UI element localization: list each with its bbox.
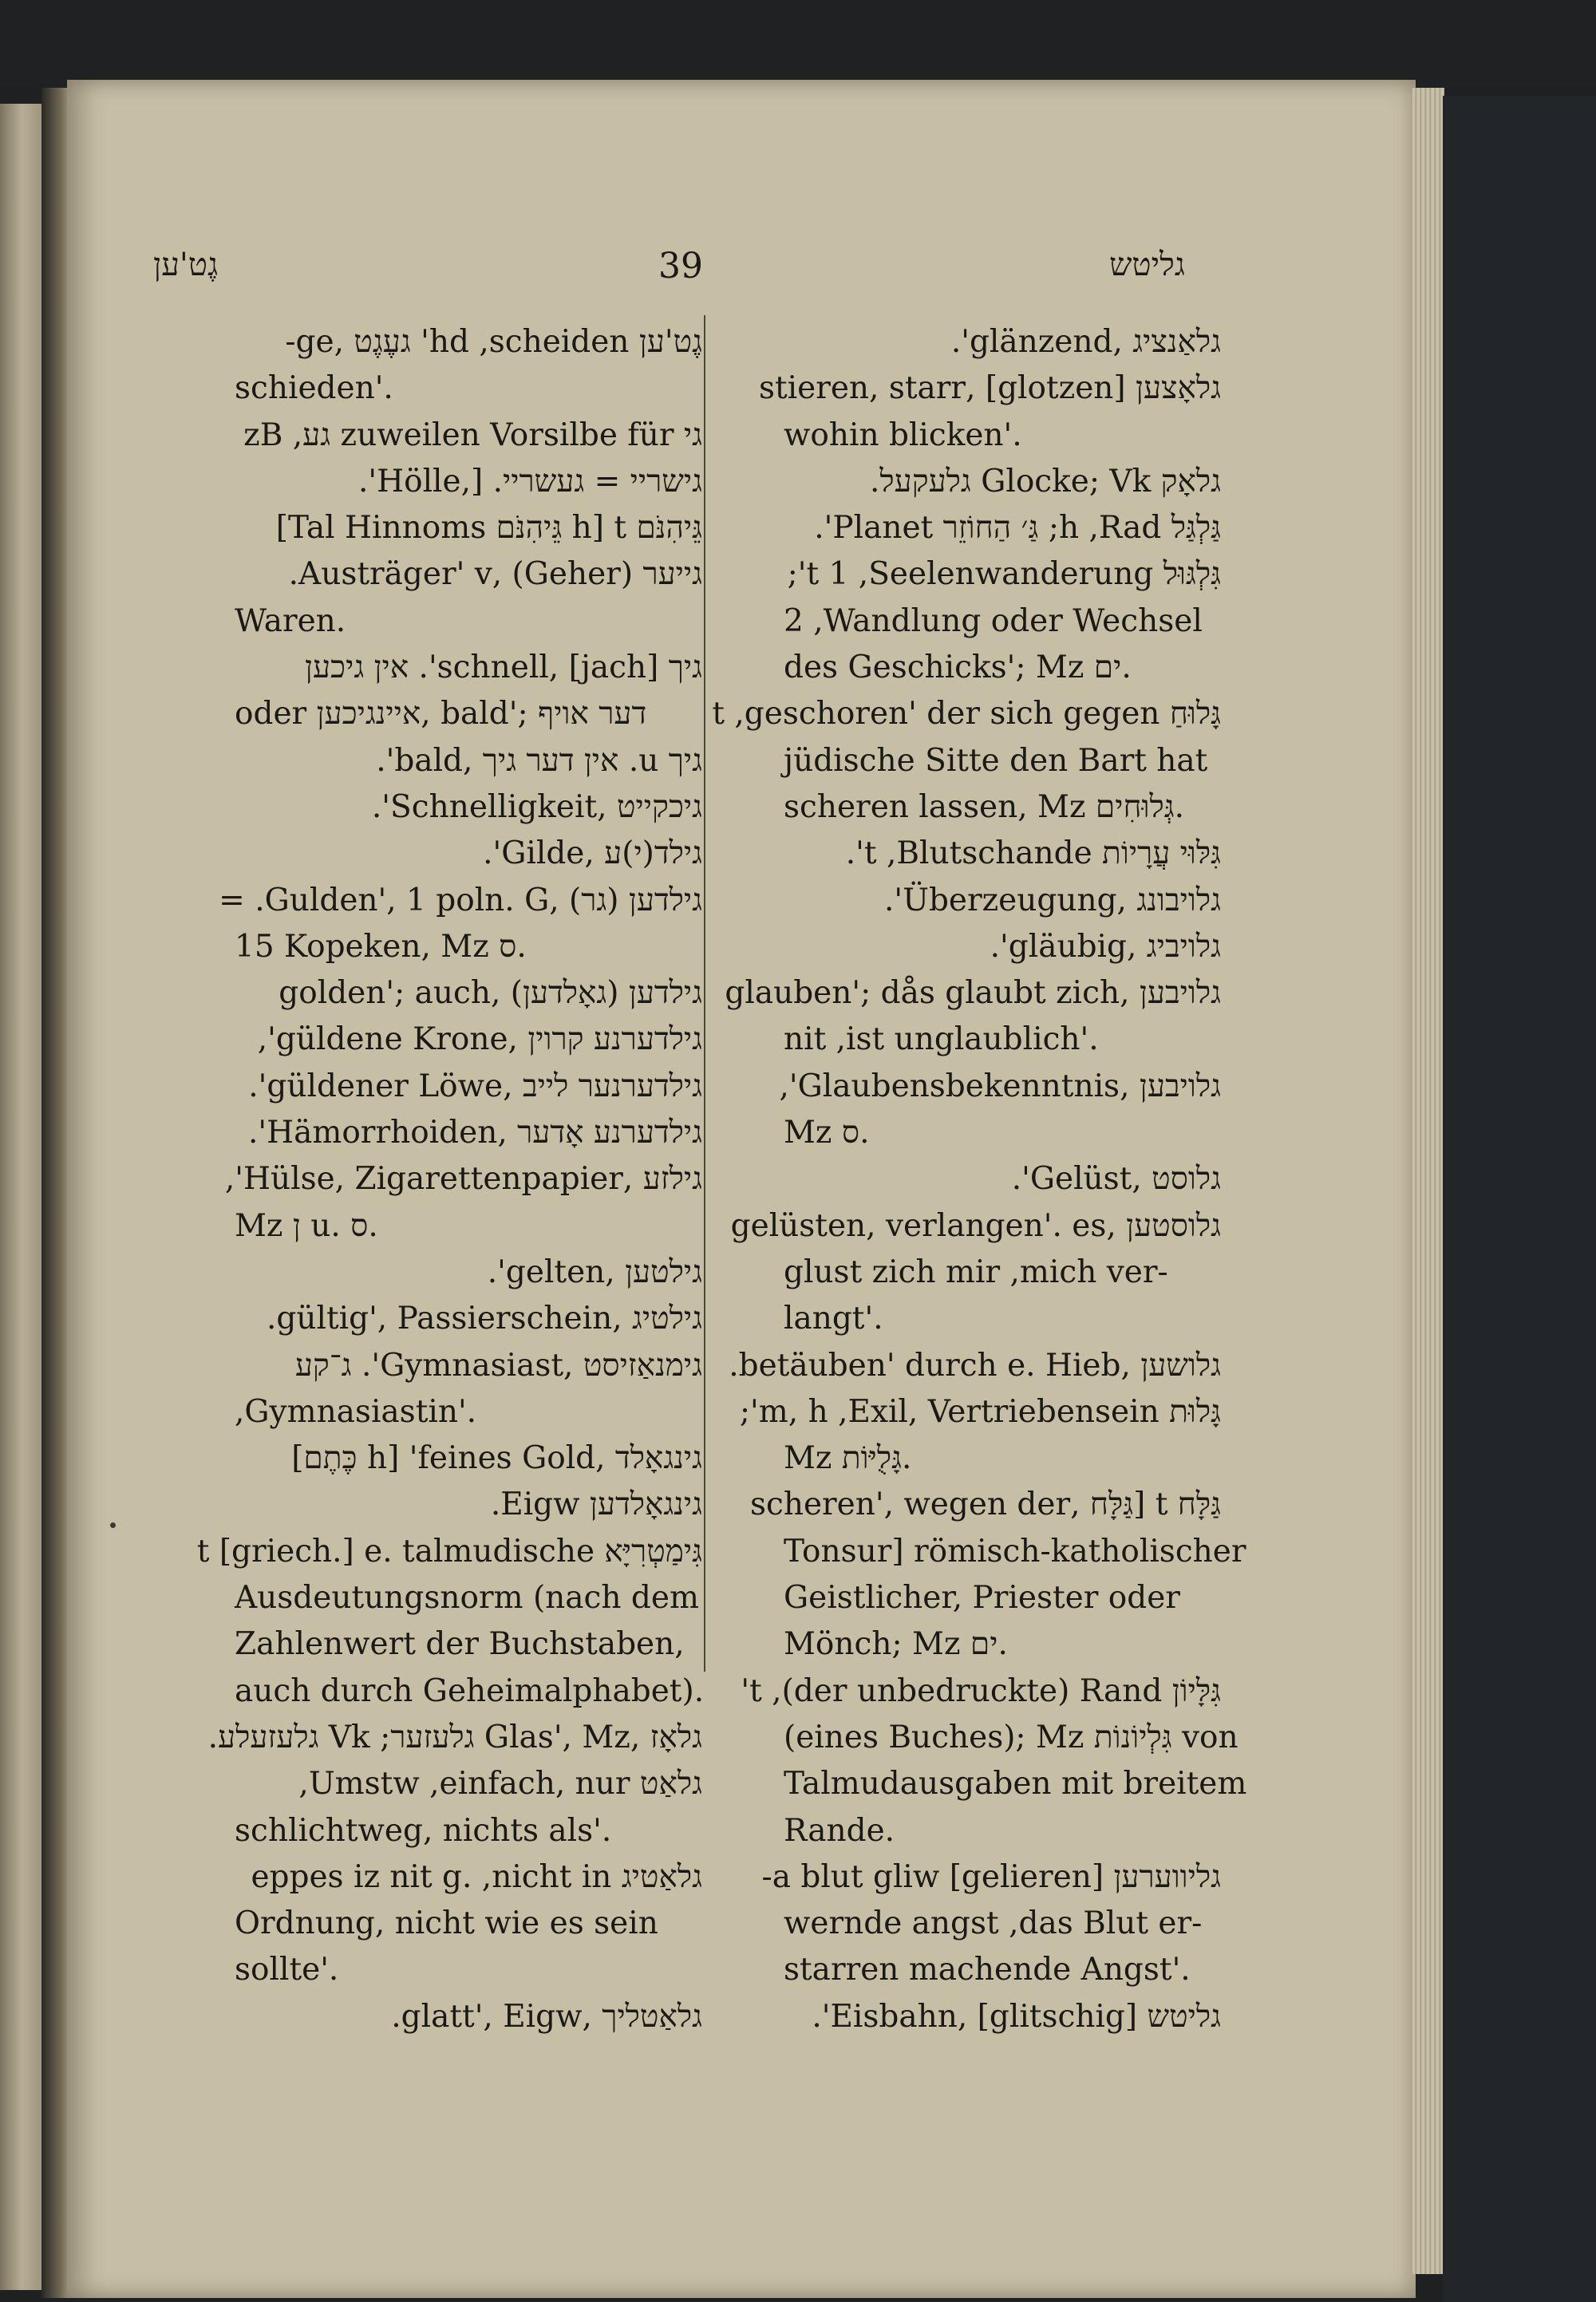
left-entry-line: גילדען (גר) ,Gulden', 1 poln. G. = [219,882,702,918]
right-entry-line: גליווערען [gelieren] a blut gliw- [761,1858,1221,1895]
right-entry-line: Mönch; Mz ים. [784,1626,1008,1663]
left-entry-line: גילדערנע אָדער ,Hämorrhoiden'. [247,1115,702,1151]
book-cover-edge [1443,96,1596,2302]
column-divider [704,315,705,1672]
left-entry-line: גייער (Geher) ,Austräger' v. [288,556,702,593]
right-entry-line: גִּלּוּי עֲרָיוֹת t ,Blutschande'. [845,835,1221,872]
left-entry-line: Ordnung, nicht wie es sein [235,1905,658,1942]
right-entry-line: גָּלוּת m, h ,Exil, Vertriebensein'; [739,1393,1221,1430]
left-entry-line: גילדען (גאָלדען) ,golden'; auch [279,975,702,1012]
background-top [0,0,1596,88]
right-entry-line: גלאַנציג ,glänzend'. [950,324,1221,360]
left-column [168,319,705,2040]
right-entry-line: גָּלוּחַ t ,geschoren' der sich gegen [712,696,1221,732]
left-entry-line: גיך [jach] ,schnell'. אין גיכען [305,650,702,686]
left-entry-line: גינגאָלד ,feines Gold' [h כֶּתֶם] [291,1440,702,1477]
right-entry-line: jüdische Sitte den Bart hat [784,742,1208,779]
right-entry-line: גלוסטען ,gelüsten, verlangen'. es [730,1207,1221,1244]
right-entry-line: גלויביג ,gläubig'. [990,928,1221,965]
left-entry-line: גיכקייט ,Schnelligkeit'. [371,788,702,825]
left-entry-line: Waren. [235,602,346,639]
left-entry-line: גיך u. אין דער גיך ,bald'. [376,742,702,779]
page-block-edges [1412,88,1444,2274]
right-column [712,319,1247,2040]
left-entry-line: גי zuweilen Vorsilbe für גע, zB [243,417,702,453]
right-entry-line: גַּלְגַּל h ,Rad; גַּ׳ הַחוֹזֵר Planet'. [814,510,1221,547]
right-entry-line: Talmudausgaben mit breitem [784,1766,1247,1803]
left-entry-line: גלאָז ,Glas', Mz גלעזער; Vk גלעזעלע. [207,1719,702,1755]
left-entry-line: גישריי = געשריי. [,Hölle'. [358,463,702,499]
right-entry-line: langt'. [784,1301,883,1337]
right-entry-line: גליטש [glitschig] ,Eisbahn'. [812,1998,1221,2035]
right-entry-line: 2 ,Wandlung oder Wechsel [784,602,1203,639]
left-entry-line: גלאַט Umstw ,einfach, nur, [298,1766,702,1803]
right-entry-line: גלויבען ,glauben'; dås glaubt zich [725,975,1221,1012]
right-entry-line: Mz ס. [784,1115,870,1151]
left-entry-line: גינגאָלדען Eigw. [490,1487,702,1523]
left-entry-line: גלאַטליך ,glatt', Eigw. [391,1998,702,2035]
right-entry-line: Tonsur] römisch-katholischer [784,1533,1246,1570]
right-entry-line: Rande. [784,1812,895,1849]
left-entry-line: Zahlenwert der Buchstaben, [235,1626,685,1663]
margin-mark [110,1522,116,1528]
right-entry-line: (eines Buches); Mz גִּלְיוֹנוֹת von [784,1719,1238,1755]
left-guide-word: גֶט'ען [153,247,219,283]
left-entry-line: גלאַטיג eppes iz nit g. ,nicht in [251,1858,702,1895]
left-entry-line: גילד(י)ע ,Gilde'. [483,835,702,872]
left-entry-line: גֶט'ען hd ,scheiden' געֶגֶט ,ge- [285,324,702,360]
right-entry-line: גַּלָּח t [גַּלָּח ,scheren', wegen der [749,1487,1221,1523]
right-entry-line: wohin blicken'. [784,417,1022,453]
right-entry-line: גלאָצען [glotzen] ,stieren, starr [758,370,1221,407]
right-entry-line: Geistlicher, Priester oder [784,1580,1180,1617]
right-entry-line: starren machende Angst'. [784,1952,1191,1988]
left-entry-line: Mz ן u. ס. [235,1207,378,1244]
right-entry-line: glust zich mir ,mich ver- [784,1254,1168,1290]
right-entry-line: wernde angst ,das Blut er- [784,1905,1203,1942]
right-entry-line: גלאָק Glocke; Vk גלעקעל. [870,463,1221,499]
right-entry-line: גלוסט ,Gelüst'. [1011,1161,1221,1198]
previous-page-edge [0,104,48,2290]
left-entry-line: גימנאַזיסט ,Gymnasiast'. ג־קע [294,1347,702,1384]
left-entry-line: auch durch Geheimalphabet). [235,1672,705,1709]
left-entry-line: schlichtweg, nichts als'. [235,1812,612,1849]
page-number: 39 [658,246,703,286]
left-entry-line: גילדערנער לייב ,güldener Löwe'. [248,1068,702,1104]
left-entry-line: גִּימַטְרִיָּא t [griech.] e. talmudische [196,1533,702,1570]
left-entry-line: 15 Kopeken, Mz ס. [235,928,527,965]
right-guide-word: גליטש [1109,247,1185,283]
right-entry-line: nit ,ist unglaublich'. [784,1021,1099,1058]
left-entry-line: oder איינגיכען, bald'; דער אויף [235,696,647,732]
left-entry-line: גילטיג ,gültig', Passierschein. [267,1301,702,1337]
left-entry-line: schieden'. [235,370,393,407]
right-entry-line: גלויבען ,Glaubensbekenntnis', [779,1068,1221,1104]
right-entry-line: des Geschicks'; Mz ים. [784,650,1132,686]
right-entry-line: גלויבונג ,Überzeugung'. [883,882,1221,918]
right-entry-line: גִּלְגּוּל t 1 ,Seelenwanderung'; [787,556,1221,593]
right-entry-line: גִּלָּיוֹן t ,(der unbedruckte) Rand' [741,1672,1221,1709]
right-entry-line: Mz גָּלֻיּוֹת. [784,1440,912,1477]
left-entry-line: sollte'. [235,1952,339,1988]
left-entry-line: ,Gymnasiastin'. [235,1393,477,1430]
left-entry-line: Ausdeutungsnorm (nach dem [235,1580,699,1617]
right-entry-line: גלושען ,betäuben' durch e. Hieb. [729,1347,1221,1384]
right-entry-line: scheren lassen, Mz גְּלוּחִים. [784,788,1185,825]
left-entry-line: גילטען ,gelten'. [487,1254,702,1290]
left-entry-line: גילדערנע קרוין ,güldene Krone', [257,1021,702,1058]
left-entry-line: גֵּיהִנֹּם t [h גֵּיהִנֹּם Tal Hinnoms] [275,510,702,547]
left-entry-line: גילזע ,Hülse, Zigarettenpapier', [224,1161,702,1198]
